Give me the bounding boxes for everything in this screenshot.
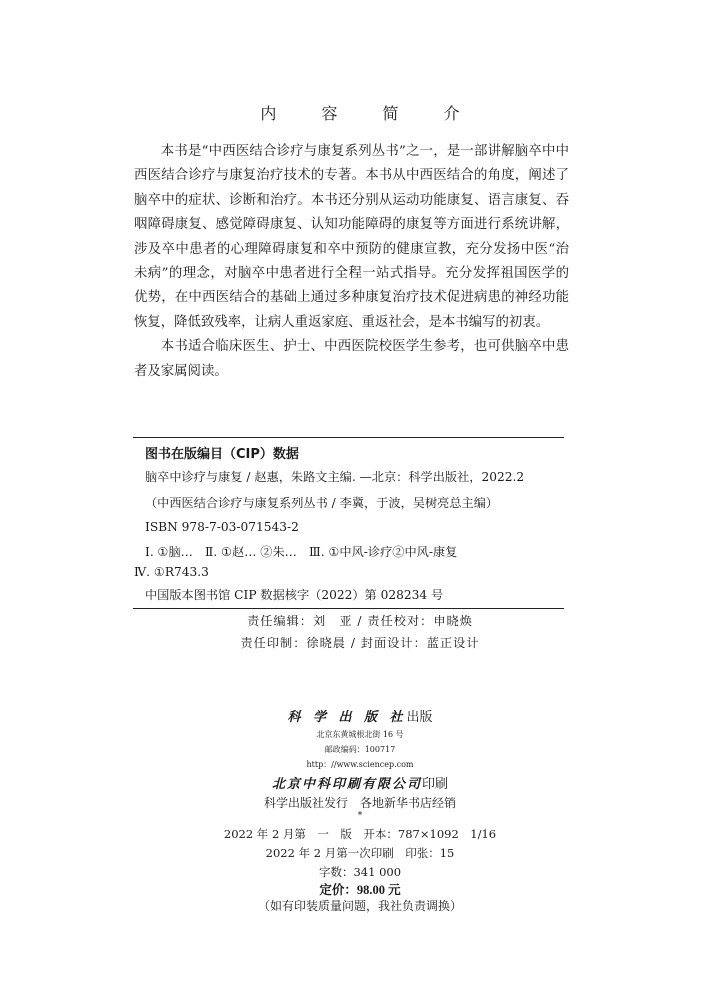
printer-line: [0, 773, 720, 792]
publisher-suffix: 出版: [406, 710, 433, 725]
summary-section: [134, 140, 569, 384]
price-value: 98.00 元: [356, 883, 401, 897]
editors-line-1: 责任编辑：刘 亚 / 责任校对：申晓焕: [247, 614, 473, 628]
cip-bottom-rule: [133, 608, 564, 609]
separator-star: *: [357, 811, 363, 821]
cip-classification-2: Ⅳ. ①R743.3: [134, 565, 209, 579]
cip-series-line: （中西医结合诊疗与康复系列丛书 / 李冀，于波，吴树亮总主编）: [145, 496, 499, 510]
cip-title-line: 脑卒中诊疗与康复 / 赵惠，朱路文主编. —北京：科学出版社，2022.2: [145, 470, 525, 484]
cip-top-rule: [133, 437, 564, 438]
cip-classification-1: Ⅰ. ①脑… Ⅱ. ①赵… ②朱… Ⅲ. ①中风-诊疗②中风-康复: [145, 545, 458, 559]
price-line: [0, 880, 720, 898]
cip-record: 中国版本图书馆 CIP 数据核字（2022）第 028234 号: [145, 588, 444, 602]
publisher-url: http：//www.sciencep.com: [306, 760, 414, 769]
page-title: 内 容 简 介: [260, 104, 480, 123]
summary-paragraph-1: 本书是“中西医结合诊疗与康复系列丛书”之一，是一部讲解脑卒中中西医结合诊疗与康复治疗技术的专著。本书从中西医结合的角度，阐述了脑卒中的症状、诊断和治疗。本书还分别从运动功能康复、语言康复、吞咽障碍康复、感觉障碍康复、认知功能障碍的康复等方面进行系统讲解，涉及卒中患者的心理障碍康复和卒中预防的健康宣教，充分发扬中医“治未病”的理念，对脑卒中患者进行全程一站式指导。充分发挥祖国医学的优势，在中西医结合的基础上通过多种康复治疗技术促进病患的神经功能恢复，降低致残率，让病人重返家庭、重返社会，是本书编写的初衷。: [134, 144, 569, 330]
publisher-address: 北京东黄城根北街 16 号: [316, 730, 404, 739]
cip-isbn: ISBN 978-7-03-071543-2: [145, 520, 299, 534]
distribution-line: 科学出版社发行 各地新华书店经销: [263, 796, 456, 810]
printing-line: 2022 年 2 月第一次印刷 印张：15: [265, 846, 455, 860]
publisher-line: [0, 706, 720, 725]
word-count: 字数：341 000: [318, 865, 402, 879]
publisher-postcode: 邮政编码：100717: [324, 745, 396, 754]
printer-name: 北京中科印刷有限公司: [271, 777, 422, 792]
cip-heading: 图书在版编目（CIP）数据: [145, 447, 299, 462]
publisher-name: 科 学 出 版 社: [287, 710, 407, 725]
quality-note: （如有印装质量问题，我社负责调换）: [257, 899, 462, 913]
summary-paragraph-2: 本书适合临床医生、护士、中西医院校医学生参考，也可供脑卒中患者及家属阅读。: [134, 339, 569, 379]
printer-suffix: 印刷: [422, 777, 449, 792]
editors-line-2: 责任印制：徐晓晨 / 封面设计：蓝正设计: [240, 636, 480, 650]
edition-line: 2022 年 2 月第 一 版 开本：787×1092 1/16: [223, 827, 497, 841]
price-label: 定价：: [319, 882, 357, 897]
